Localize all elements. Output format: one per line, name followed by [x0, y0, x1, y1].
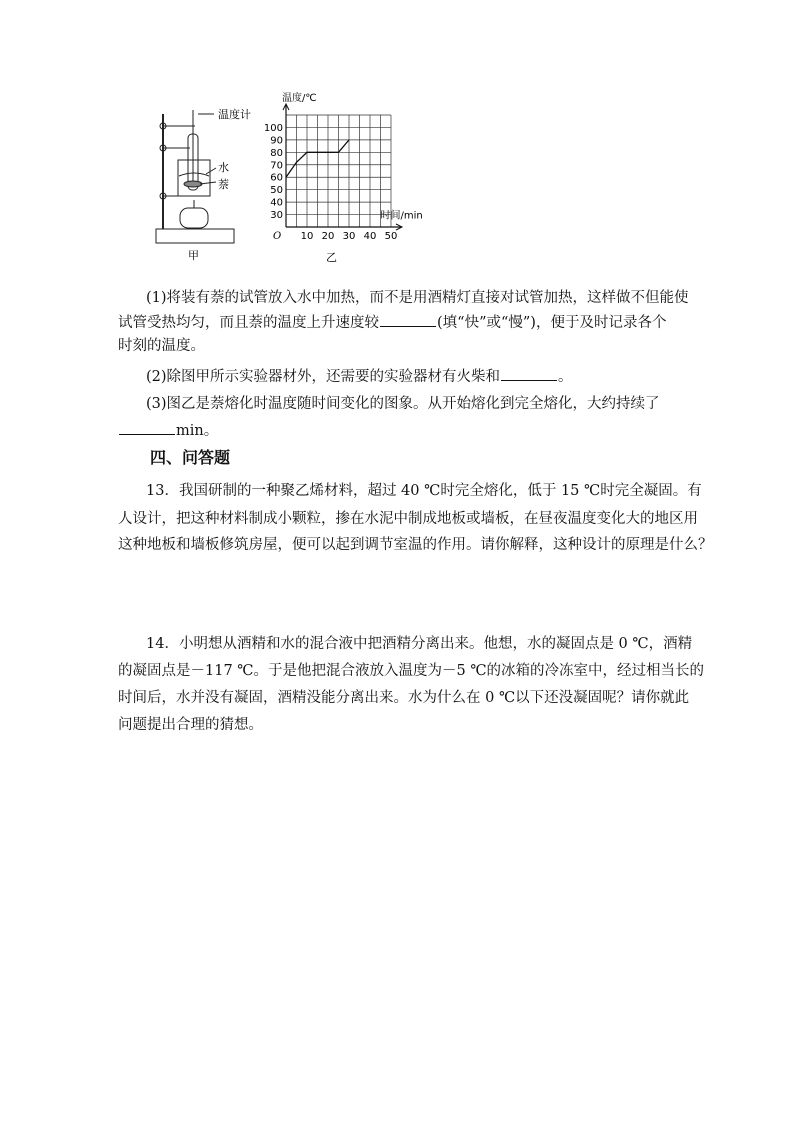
water-line: [179, 173, 209, 176]
y-tick-label: 70: [270, 160, 283, 172]
y-tick-label: 30: [270, 210, 283, 222]
y-tick-label: 90: [270, 135, 283, 147]
y-tick-label: 80: [270, 147, 283, 159]
speed-blank[interactable]: [380, 312, 436, 327]
q12-part1-line1: (1)将装有萘的试管放入水中加热，而不是用酒精灯直接对试管加热，这样做不但能使: [146, 290, 689, 306]
q12-part1-line2-pre: 试管受热均匀，而且萘的温度上升速度较: [118, 315, 379, 331]
figure-right-caption: 乙: [326, 251, 337, 264]
q14-line4: 问题提出合理的猜想。: [118, 717, 263, 733]
thermometer-label: 温度计: [218, 108, 251, 121]
x-axis-label: 时间/min: [380, 210, 423, 222]
leader-naphthalene: [200, 182, 216, 184]
apparatus-diagram: [156, 110, 234, 243]
naphthalene-sample: [184, 181, 202, 187]
x-tick-label: 30: [342, 231, 356, 242]
q14-line1: 14．小明想从酒精和水的混合液中把酒精分离出来。他想，水的凝固点是 0 ℃，酒精: [146, 636, 693, 652]
leader-water: [206, 168, 216, 174]
q12-part2: [146, 366, 573, 387]
q14-line2: 的凝固点是－117 ℃。于是他把混合液放入温度为－5 ℃的冰箱的冷冻室中，经过相当长的: [118, 663, 705, 679]
q12-part3-line2-post: min。: [176, 423, 219, 439]
naphthalene-label: 萘: [218, 178, 229, 191]
x-tick-label: 40: [363, 231, 377, 242]
y-tick-label: 100: [263, 122, 283, 134]
y-tick-label: 60: [270, 172, 283, 184]
origin-label: O: [273, 231, 282, 242]
beaker: [178, 160, 210, 196]
q13-line2: 人设计，把这种材料制成小颗粒，掺在水泥中制成地板或墙板，在昼夜温度变化大的地区用: [118, 511, 698, 527]
stand-base: [156, 229, 234, 243]
q12-part2-pre: (2)除图甲所示实验器材外，还需要的实验器材有火柴和: [146, 369, 501, 385]
y-axis-label: 温度/℃: [282, 93, 317, 104]
section-heading: 四、问答题: [150, 448, 231, 467]
q13-line3: 这种地板和墙板修筑房屋，便可以起到调节室温的作用。请你解释，这种设计的原理是什么？: [118, 537, 713, 553]
q14-line3: 时间后，水并没有凝固，酒精没能分离出来。水为什么在 0 ℃以下还没凝固呢？请你就此: [118, 690, 690, 706]
figure-left-caption: 甲: [188, 249, 199, 262]
x-tick-label: 10: [300, 231, 314, 242]
experiment-figure: [150, 93, 423, 266]
x-tick-label: 50: [384, 231, 398, 242]
temperature-time-chart: [264, 91, 423, 242]
q12-part3-line2: [118, 420, 218, 441]
water-label: 水: [218, 161, 229, 174]
q12-part3-line1: (3)图乙是萘熔化时温度随时间变化的图象。从开始熔化到完全熔化，大约持续了: [146, 396, 660, 412]
q12-part1-line2-post: (填“快”或“慢”)，便于及时记录各个: [437, 315, 667, 331]
duration-blank[interactable]: [119, 420, 175, 435]
y-tick-label: 50: [270, 185, 283, 197]
q12-part1-line3: 时刻的温度。: [118, 338, 205, 354]
x-tick-label: 20: [321, 231, 335, 242]
alcohol-lamp: [180, 208, 208, 228]
y-tick-label: 40: [270, 197, 283, 209]
q12-part2-post: 。: [558, 369, 573, 385]
q13-line1: 13．我国研制的一种聚乙烯材料，超过 40 ℃时完全熔化，低于 15 ℃时完全凝固。有: [146, 483, 702, 499]
equipment-blank[interactable]: [501, 366, 557, 381]
q12-part1-line2: [118, 312, 666, 333]
